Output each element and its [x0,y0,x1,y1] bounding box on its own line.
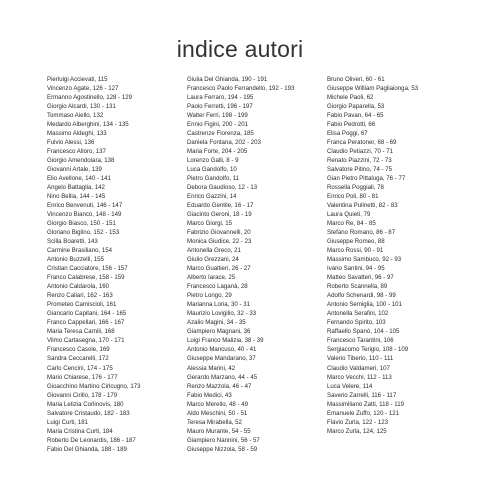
author-entry: Enrico Poli, 80 - 81 [327,193,379,201]
author-entry: Mario Chiarese, 176 - 177 [47,373,118,381]
author-entry: Mauro Murante, 54 - 55 [187,427,251,435]
author-entry: Giorgio Amendolara, 138 [47,157,115,165]
author-entry: Giorgio Biasco, 150 - 151 [47,220,116,228]
author-entry: Castrenze Fiorenza, 185 [187,130,254,138]
author-entry: Massimo Sambuco, 92 - 93 [327,256,402,264]
author-entry: Francesco Laganà, 28 [187,283,248,291]
author-entry: Aldo Meschini, 50 - 51 [187,409,248,417]
author-entry: Giuseppe William Pagliaionga, 53 [327,85,419,93]
author-column-1 [47,75,187,454]
author-entry: Giorgio Paparella, 53 [327,103,385,111]
author-entry: Michele Paoli, 62 [327,94,374,102]
author-entry: Giovanni Cirillo, 178 - 179 [47,391,118,399]
author-entry: Francesco Paolo Ferrandello, 192 - 193 [187,85,295,93]
author-entry: Alessia Marini, 42 [187,364,236,372]
author-entry: Renzo Mazzola, 46 - 47 [187,382,252,390]
author-entry: Lorenzo Galli, 8 - 9 [187,157,239,165]
author-entry: Marianna Loria, 30 - 31 [187,301,251,309]
author-entry: Francesco Casole, 169 [47,346,110,354]
author-entry: Maria Teresa Carnili, 168 [47,328,115,336]
author-entry: Fabio Del Ghianda, 188 - 189 [47,445,127,453]
author-entry: Antonio Caldarola, 160 [47,283,109,291]
author-entry: Massimiliano Zatti, 118 - 119 [327,400,404,408]
author-entry: Walter Ferri, 198 - 199 [187,112,248,120]
author-entry: Enrico Gazzini, 14 [187,193,237,201]
author-entry: Ennio Figini, 200 - 201 [187,121,248,129]
author-entry: Giancarlo Capitani, 164 - 165 [47,310,127,318]
author-entry: Vincenzo Agate, 126 - 127 [47,85,119,93]
author-entry: Emanuele Zuffo, 120 - 121 [327,409,400,417]
author-entry: Antonio Mancuso, 40 - 41 [187,346,257,354]
author-entry: Eduardo Gentile, 16 - 17 [187,202,254,210]
author-entry: Ermanno Agostinello, 128 - 129 [47,94,133,102]
author-entry: Claudio Valdameri, 107 [327,364,390,372]
author-entry: Luca Gandolfo, 10 [187,166,237,174]
author-entry: Antonella Serafini, 102 [327,310,389,318]
author-entry: Pietro Gandolfo, 11 [187,175,240,183]
author-entry: Alberto Iarace, 25 [187,274,236,282]
author-entry: Massimo Aldeghi, 133 [47,130,107,138]
author-entry: Pierluigi Accievati, 115 [47,76,108,83]
author-list [327,75,467,436]
author-entry: Franca Peratoner, 68 - 69 [327,139,397,147]
author-column-2 [187,75,327,454]
author-entry: Carmine Brasiliano, 154 [47,247,113,255]
author-entry: Gian Pietro Pittaluga, 76 - 77 [327,175,406,183]
author-entry: Roberto De Leonardis, 186 - 187 [47,436,136,444]
author-entry: Monica Giudice, 22 - 23 [187,238,252,246]
author-entry: Marco Vecchi, 112 - 113 [327,373,392,381]
author-entry: Laura Ferraro, 194 - 195 [187,94,254,102]
author-entry: Marco Zurla, 124, 125 [327,427,387,435]
author-entry: Elio Avellone, 140 - 141 [47,175,111,183]
author-entry: Sergiacomo Terigio, 108 - 109 [327,346,409,354]
author-entry: Pietro Longo, 29 [187,292,232,300]
author-entry: Marco Re, 84 - 85 [327,220,376,228]
author-entry: Vilmo Cartasegna, 170 - 171 [47,337,125,345]
author-entry: Franco Cappellari, 166 - 167 [47,319,125,327]
author-column-3 [327,75,467,454]
author-entry: Giuseppe Mandarano, 37 [187,355,256,363]
author-entry: Roberto Scannella, 89 [327,283,388,291]
author-entry: Giuseppe Nizzola, 58 - 59 [187,445,258,453]
author-entry: Cristian Cacciatore, 156 - 157 [47,265,128,273]
author-entry: Carlo Cencini, 174 - 175 [47,364,113,372]
author-entry: Fabrizio Giovannelli, 20 [187,229,251,237]
author-entry: Luca Velere, 114 [327,382,373,390]
author-entry: Angelo Battaglia, 142 [47,184,105,192]
author-entry: Maria Forte, 204 - 205 [187,148,248,156]
page-title: indice autori [176,36,304,62]
author-entry: Giampiero Nannini, 56 - 57 [187,436,260,444]
author-entry: Vincenzo Bianco, 148 - 149 [47,211,122,219]
author-entry: Tommaso Aiello, 132 [47,112,104,120]
author-entry: Giuseppe Romeo, 88 [327,238,385,246]
author-entry: Fernando Spirito, 103 [327,319,386,327]
author-entry: Enrico Benvenuti, 146 - 147 [47,202,123,210]
author-entry: Saverio Zarrelli, 116 - 117 [327,391,397,399]
author-entry: Giacinto Geroni, 18 - 19 [187,211,252,219]
author-entry: Giulia Del Ghianda, 190 - 191 [187,76,268,83]
author-entry: Ivano Santini, 94 - 95 [327,265,385,273]
author-entry: Fabio Medici, 43 [187,391,232,399]
author-entry: Franco Calabrese, 158 - 159 [47,274,125,282]
author-entry: Antonio Semiglia, 100 - 101 [327,301,402,309]
author-entry: Flavio Zurla, 122 - 123 [327,418,388,426]
author-entry: Antonella Greco, 21 [187,247,241,255]
author-index [47,75,467,454]
author-entry: Rossella Poggiali, 78 [327,184,384,192]
author-entry: Fabio Pedrotti, 66 [327,121,376,129]
author-entry: Luigi Curti, 181 [47,418,88,426]
author-entry: Fabio Pavan, 64 - 65 [327,112,384,120]
author-entry: Prometeo Camiscioli, 161 [47,301,117,309]
author-entry: Maurizio Lovigilio, 32 - 33 [187,310,257,318]
author-entry: Fulvio Alessi, 136 [47,139,95,147]
author-entry: Luigi Franco Malizia, 38 - 39 [187,337,264,345]
author-entry: Gioacchino Martino Cirlcugno, 173 [47,382,141,390]
author-entry: Giorgio Alcardi, 130 - 131 [47,103,116,111]
author-entry: Debora Gaudioso, 12 - 13 [187,184,258,192]
author-entry: Maria Letizia Corlinovis, 180 [47,400,124,408]
author-entry: Valerio Tiberio, 110 - 111 [327,355,394,363]
author-entry: Valentina Pulinetti, 82 - 83 [327,202,398,210]
author-entry: Francesco Alloro, 137 [47,148,106,156]
author-entry: Giulio Grezzani, 24 [187,256,239,264]
author-entry: Francesco Tarantini, 106 [327,337,394,345]
author-entry: Maria Cristina Curti, 184 [47,427,113,435]
author-entry: Matteo Savatteri, 96 - 97 [327,274,394,282]
author-entry: Renato Piazzini, 72 - 73 [327,157,392,165]
author-entry: Salvatore Pitino, 74 - 75 [327,166,393,174]
author-entry: Salvatore Cristaudo, 182 - 183 [47,409,130,417]
author-entry: Antonio Buzzelli, 155 [47,256,104,264]
author-entry: Teresa Mirabella, 52 [187,418,242,426]
author-entry: Adolfo Schenardi, 98 - 99 [327,292,396,300]
author-entry: Laura Quieti, 79 [327,211,371,219]
author-entry: Giovanni Artale, 139 [47,166,102,174]
author-entry: Elisa Poggi, 67 [327,130,368,138]
author-list [47,75,187,454]
author-list [187,75,327,454]
author-entry: Medardo Alberghini, 134 - 135 [47,121,129,129]
author-entry: Claudio Petiazzi, 70 - 71 [327,148,394,156]
author-entry: Gloriano Biglino, 152 - 153 [47,229,120,237]
author-entry: Azalio Magini, 34 - 35 [187,319,246,327]
author-entry: Renzo Caliari, 162 - 163 [47,292,113,300]
author-entry: Marco Gualtieri, 26 - 27 [187,265,251,273]
author-entry: Marco Giorgi, 15 [187,220,233,228]
author-entry: Stefano Romano, 86 - 87 [327,229,396,237]
author-entry: Marco Merello, 48 - 49 [187,400,248,408]
author-entry: Raffaello Spanò, 104 - 105 [327,328,400,336]
author-entry: Giampiero Magnani, 36 [187,328,251,336]
author-entry: Bruno Oliveri, 60 - 61 [327,76,385,83]
author-entry: Paolo Ferretti, 196 - 197 [187,103,253,111]
author-entry: Gerardo Marzano, 44 - 45 [187,373,258,381]
author-entry: Nino Bellia, 144 - 145 [47,193,106,201]
author-entry: Scilla Boaretti, 143 [47,238,98,246]
author-entry: Sandra Ceccarelli, 172 [47,355,109,363]
author-entry: Marco Rossi, 90 - 91 [327,247,384,255]
author-entry: Daniela Fontana, 202 - 203 [187,139,261,147]
